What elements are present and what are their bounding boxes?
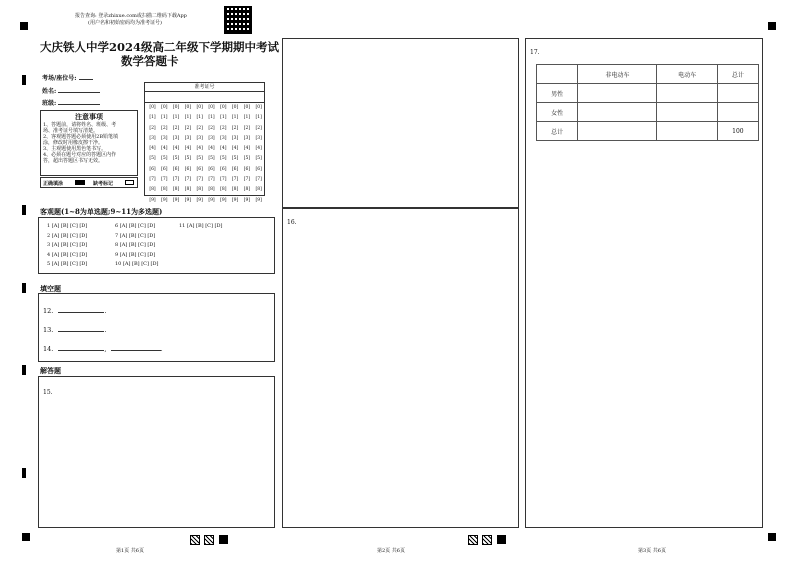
table-row — [537, 103, 759, 122]
exam-id-digit-bubble[interactable]: [1] — [184, 115, 192, 121]
q13-row[interactable] — [43, 326, 107, 334]
notes-line: 3、主观题使用黑色笔书写。 — [43, 146, 107, 152]
q16-answer-box[interactable] — [282, 208, 519, 528]
objective-question[interactable]: 5 [A] [B] [C] [D] — [47, 261, 88, 267]
table-cell[interactable] — [578, 122, 657, 141]
exam-id-digit-bubble[interactable]: [6] — [231, 166, 239, 172]
exam-id-digit-bubble[interactable]: [8] — [231, 187, 239, 193]
exam-id-digit-bubble[interactable]: [3] — [172, 135, 180, 141]
exam-id-digit-grid[interactable] — [145, 103, 264, 203]
table-cell[interactable] — [717, 103, 758, 122]
fill-blank-section-title: 填空题 — [40, 284, 61, 293]
exam-id-digit-column — [241, 103, 252, 206]
q12-period: . — [104, 307, 107, 315]
objective-question[interactable]: 4 [A] [B] [C] [D] — [47, 251, 88, 258]
exam-id-digit-bubble[interactable]: [9] — [184, 197, 192, 203]
exam-id-digit-bubble[interactable]: [2] — [243, 125, 251, 131]
exam-id-digit-bubble[interactable]: [9] — [172, 197, 180, 203]
exam-id-digit-bubble[interactable]: [6] — [255, 166, 262, 172]
corner-mark-tr — [768, 22, 776, 30]
notes-line: 4、必须在题号对应的答题区内作 — [43, 152, 117, 158]
q14-comma: , — [104, 345, 107, 353]
notes-line: 2、客观题答题必须使用2B铅笔填 — [43, 134, 119, 140]
exam-id-label: 准考证号 — [145, 83, 264, 92]
q16-number: 16. — [287, 219, 297, 226]
page-mark-hatched — [482, 535, 492, 545]
exam-id-digit-bubble[interactable]: [1] — [220, 115, 227, 121]
objective-question[interactable]: 9 [A] [B] [C] [D] — [115, 251, 156, 258]
exam-id-digit-bubble[interactable]: [9] — [243, 197, 251, 203]
exam-id-digit-bubble[interactable]: [5] — [161, 156, 168, 162]
exam-id-digit-bubble[interactable]: [3] — [243, 135, 251, 141]
table-header-cell: 电动车 — [657, 65, 717, 84]
exam-id-digit-bubble[interactable]: [0] — [243, 105, 251, 110]
exam-id-digit-bubble[interactable]: [3] — [231, 135, 239, 141]
exam-id-digit-bubble[interactable]: [0] — [231, 105, 239, 110]
page-number-2: 第2页 共6页 — [377, 548, 405, 554]
q12-number: 12. — [43, 307, 54, 315]
exam-id-digit-column — [206, 103, 217, 206]
exam-id-digit-bubble[interactable]: [6] — [172, 166, 180, 172]
exam-id-digit-bubble[interactable]: [6] — [220, 166, 227, 172]
exam-id-digit-bubble[interactable]: [6] — [149, 166, 156, 172]
missing-mark-label: 缺考标记 — [93, 181, 114, 187]
page-mark-solid — [497, 535, 506, 544]
table-header-cell — [537, 65, 578, 84]
exam-id-digit-bubble[interactable]: [5] — [184, 156, 192, 162]
table-cell[interactable] — [578, 84, 657, 103]
exam-id-digit-bubble[interactable]: [7] — [184, 177, 192, 183]
exam-id-digit-bubble[interactable]: [2] — [196, 125, 203, 131]
exam-id-digit-bubble[interactable]: [4] — [243, 146, 251, 152]
page-number-1: 第1页 共6页 — [116, 548, 144, 554]
objective-question[interactable]: 6 [A] [B] [C] [D] — [115, 223, 156, 229]
exam-id-digit-bubble[interactable]: [2] — [172, 125, 180, 131]
exam-id-digit-bubble[interactable]: [3] — [161, 135, 168, 141]
exam-subtitle: 数学答题卡 — [121, 54, 179, 68]
objective-question[interactable]: 11 [A] [B] [C] [D] — [179, 223, 223, 229]
correct-fill-label: 正确填涂 — [43, 181, 64, 187]
exam-id-digit-bubble[interactable]: [1] — [149, 115, 156, 121]
exam-id-digit-bubble[interactable]: [0] — [184, 105, 192, 110]
exam-id-digit-bubble[interactable]: [0] — [161, 105, 168, 110]
exam-id-digit-bubble[interactable]: [9] — [255, 197, 262, 203]
objective-question[interactable]: 7 [A] [B] [C] [D] — [115, 232, 156, 239]
exam-id-digit-bubble[interactable]: [8] — [184, 187, 192, 193]
exam-id-digit-bubble[interactable]: [0] — [196, 105, 203, 110]
qr-code-icon — [224, 6, 252, 34]
exam-id-digit-bubble[interactable]: [9] — [196, 197, 203, 203]
exam-id-digit-column — [182, 103, 193, 206]
exam-id-digit-bubble[interactable]: [4] — [172, 146, 180, 152]
page-mark-hatched — [190, 535, 200, 545]
exam-id-digit-bubble[interactable]: [0] — [220, 105, 227, 110]
exam-id-digit-bubble[interactable]: [7] — [231, 177, 239, 183]
exam-id-digit-bubble[interactable]: [0] — [208, 105, 215, 110]
name-field[interactable] — [42, 86, 100, 95]
exam-id-digit-bubble[interactable]: [7] — [161, 177, 168, 183]
exam-id-digit-bubble[interactable]: [2] — [184, 125, 192, 131]
q13-answer-line[interactable] — [58, 331, 104, 332]
page-number-3: 第3页 共6页 — [638, 548, 666, 554]
seat-line — [79, 79, 93, 80]
exam-id-digit-bubble[interactable]: [2] — [161, 125, 168, 131]
exam-id-digit-bubble[interactable]: [4] — [220, 146, 227, 152]
exam-id-digit-bubble[interactable]: [0] — [172, 105, 180, 110]
exam-id-digit-bubble[interactable]: [3] — [149, 135, 156, 141]
exam-id-digit-bubble[interactable]: [1] — [161, 115, 168, 121]
objective-question[interactable]: 2 [A] [B] [C] [D] — [47, 232, 88, 239]
table-header-cell: 总计 — [717, 65, 758, 84]
table-cell[interactable] — [657, 103, 717, 122]
exam-id-digit-bubble[interactable]: [8] — [161, 187, 168, 193]
exam-id-digit-bubble[interactable]: [2] — [149, 125, 156, 131]
table-cell[interactable] — [717, 84, 758, 103]
timing-mark — [22, 205, 26, 215]
exam-id-digit-bubble[interactable]: [7] — [255, 177, 262, 183]
exam-id-digit-bubble[interactable]: [9] — [161, 197, 168, 203]
exam-id-digit-bubble[interactable]: [9] — [231, 197, 239, 203]
exam-id-digit-bubble[interactable]: [4] — [255, 146, 262, 152]
fill-example-box — [40, 177, 138, 188]
page-mark-hatched — [468, 535, 478, 545]
table-row — [537, 122, 759, 141]
seat-field[interactable] — [42, 73, 93, 82]
exam-id-digit-bubble[interactable]: [6] — [161, 166, 168, 172]
notes-title: 注意事项 — [75, 112, 103, 121]
q15-number: 15. — [43, 389, 53, 396]
objective-question[interactable]: 10 [A] [B] [C] [D] — [115, 261, 159, 267]
exam-id-digit-bubble[interactable]: [9] — [208, 197, 215, 203]
class-label: 班级: — [42, 100, 57, 107]
q17-answer-box[interactable] — [525, 38, 763, 528]
table-cell: 100 — [717, 122, 758, 141]
correct-fill-swatch — [75, 180, 85, 185]
exam-id-digit-bubble[interactable]: [5] — [255, 156, 262, 162]
exam-id-digit-bubble[interactable]: [8] — [208, 187, 215, 193]
exam-id-digit-column — [147, 103, 158, 206]
notes-line: 涂，修改时用橡皮擦干净。 — [43, 140, 104, 146]
exam-title: 大庆铁人中学2024级高二年级下学期期中考试 — [40, 40, 280, 54]
timing-mark — [22, 468, 26, 478]
notes-line: 1、答题前，请将姓名、班级、考 — [43, 122, 117, 128]
q14-number: 14. — [43, 345, 54, 353]
corner-mark-bl — [22, 533, 30, 541]
exam-id-digit-bubble[interactable]: [4] — [149, 146, 156, 152]
name-label: 姓名: — [42, 88, 57, 95]
class-line — [58, 104, 100, 105]
exam-id-digit-bubble[interactable]: [6] — [196, 166, 203, 172]
objective-question[interactable]: 8 [A] [B] [C] [D] — [115, 242, 156, 248]
exam-id-digit-column — [159, 103, 170, 206]
exam-id-digit-bubble[interactable]: [6] — [208, 166, 215, 172]
exam-id-digit-bubble[interactable]: [4] — [208, 146, 215, 152]
table-cell[interactable] — [657, 84, 717, 103]
page-mark-solid — [219, 535, 228, 544]
notice-line-2: (用户名和初始密码均为准考证号) — [88, 20, 162, 26]
exam-id-digit-bubble[interactable]: [5] — [196, 156, 203, 162]
exam-id-digit-bubble[interactable]: [7] — [243, 177, 251, 183]
q17-table — [536, 64, 759, 141]
exam-id-digit-bubble[interactable]: [1] — [208, 115, 215, 121]
exam-id-digit-bubble[interactable]: [9] — [220, 197, 227, 203]
exam-id-digit-bubble[interactable]: [6] — [243, 166, 251, 172]
timing-mark — [22, 365, 26, 375]
exam-id-digit-bubble[interactable]: [1] — [231, 115, 239, 121]
exam-id-digit-bubble[interactable]: [5] — [208, 156, 215, 162]
objective-section-title: 客观题(1~8为单选题;9~11为多选题) — [40, 207, 163, 216]
exam-id-digit-bubble[interactable]: [8] — [243, 187, 251, 193]
exam-id-digit-bubble[interactable]: [3] — [255, 135, 262, 141]
exam-id-digit-bubble[interactable]: [7] — [220, 177, 227, 183]
fill-blank-box — [38, 293, 275, 362]
q13-number: 13. — [43, 326, 54, 334]
table-cell: 女性 — [537, 103, 578, 122]
exam-id-digit-bubble[interactable]: [0] — [255, 105, 262, 110]
q14-answer-line-1[interactable] — [58, 350, 104, 351]
corner-mark-tl — [20, 22, 28, 30]
objective-question[interactable]: 1 [A] [B] [C] [D] — [47, 223, 88, 229]
page-mark-hatched — [204, 535, 214, 545]
exam-id-digit-column — [230, 103, 241, 206]
notes-line: 答，超出答题区书写无效。 — [43, 158, 104, 164]
exam-id-digit-column — [171, 103, 182, 206]
exam-id-digit-bubble[interactable]: [6] — [184, 166, 192, 172]
objective-box — [38, 217, 275, 274]
exam-id-write-row[interactable] — [145, 92, 264, 103]
exam-id-digit-bubble[interactable]: [5] — [220, 156, 227, 162]
table-cell: 男性 — [537, 84, 578, 103]
exam-id-digit-bubble[interactable]: [9] — [149, 197, 156, 203]
exam-id-digit-bubble[interactable]: [0] — [149, 105, 156, 110]
exam-id-digit-bubble[interactable]: [1] — [196, 115, 203, 121]
q17-number: 17. — [530, 49, 540, 56]
q14-period: . — [160, 345, 163, 353]
table-header-cell: 非电动车 — [578, 65, 657, 84]
q13-period: . — [104, 326, 107, 334]
exam-id-digit-bubble[interactable]: [4] — [196, 146, 203, 152]
exam-id-digit-bubble[interactable]: [5] — [149, 156, 156, 162]
notice-line-1: 报告查询: 登录zhixue.com或扫描二维码下载App — [75, 13, 187, 19]
exam-id-digit-bubble[interactable]: [3] — [208, 135, 215, 141]
exam-id-digit-bubble[interactable]: [8] — [220, 187, 227, 193]
exam-id-digit-bubble[interactable]: [4] — [184, 146, 192, 152]
answer-section-title: 解答题 — [40, 366, 61, 375]
exam-id-digit-bubble[interactable]: [1] — [243, 115, 251, 121]
exam-id-digit-column — [253, 103, 264, 206]
exam-id-digit-bubble[interactable]: [7] — [149, 177, 156, 183]
exam-id-digit-column — [218, 103, 229, 206]
notes-line: 场、准考证号填写清楚。 — [43, 128, 99, 134]
exam-id-digit-bubble[interactable]: [4] — [231, 146, 239, 152]
objective-question[interactable]: 3 [A] [B] [C] [D] — [47, 242, 88, 248]
exam-id-digit-column — [194, 103, 205, 206]
exam-id-digit-bubble[interactable]: [3] — [184, 135, 192, 141]
missing-mark-box[interactable] — [125, 180, 134, 185]
class-field[interactable] — [42, 98, 100, 107]
seat-label: 考场/座位号: — [42, 75, 77, 82]
exam-id-digit-bubble[interactable]: [7] — [196, 177, 203, 183]
exam-id-digit-bubble[interactable]: [5] — [172, 156, 180, 162]
q15-answer-box[interactable] — [38, 376, 275, 528]
exam-id-digit-bubble[interactable]: [8] — [149, 187, 156, 193]
exam-id-digit-bubble[interactable]: [7] — [172, 177, 180, 183]
table-cell: 总计 — [537, 122, 578, 141]
exam-id-digit-bubble[interactable]: [8] — [196, 187, 203, 193]
table-cell[interactable] — [657, 122, 717, 141]
exam-id-digit-bubble[interactable]: [1] — [172, 115, 180, 121]
timing-mark — [22, 75, 26, 85]
exam-id-digit-bubble[interactable]: [8] — [172, 187, 180, 193]
exam-id-digit-bubble[interactable]: [2] — [231, 125, 239, 131]
exam-id-box — [144, 82, 265, 203]
exam-id-digit-bubble[interactable]: [3] — [220, 135, 227, 141]
timing-mark — [22, 283, 26, 293]
exam-id-digit-bubble[interactable]: [2] — [255, 125, 262, 131]
name-line — [58, 92, 100, 93]
q14-row[interactable] — [43, 345, 163, 353]
exam-id-digit-bubble[interactable]: [8] — [255, 187, 262, 193]
exam-id-digit-bubble[interactable]: [7] — [208, 177, 215, 183]
exam-id-digit-bubble[interactable]: [2] — [220, 125, 227, 131]
exam-id-digit-bubble[interactable]: [1] — [255, 115, 262, 121]
q12-row[interactable] — [43, 307, 107, 315]
column-2-top-box[interactable] — [282, 38, 519, 208]
exam-id-digit-bubble[interactable]: [4] — [161, 146, 168, 152]
exam-id-digit-bubble[interactable]: [3] — [196, 135, 203, 141]
exam-id-digit-bubble[interactable]: [5] — [231, 156, 239, 162]
q12-answer-line[interactable] — [58, 312, 104, 313]
corner-mark-br — [768, 533, 776, 541]
exam-id-digit-bubble[interactable]: [5] — [243, 156, 251, 162]
table-cell[interactable] — [578, 103, 657, 122]
notes-box — [40, 110, 138, 176]
q14-answer-line-2[interactable] — [111, 350, 161, 351]
table-row — [537, 84, 759, 103]
exam-id-digit-bubble[interactable]: [2] — [208, 125, 215, 131]
